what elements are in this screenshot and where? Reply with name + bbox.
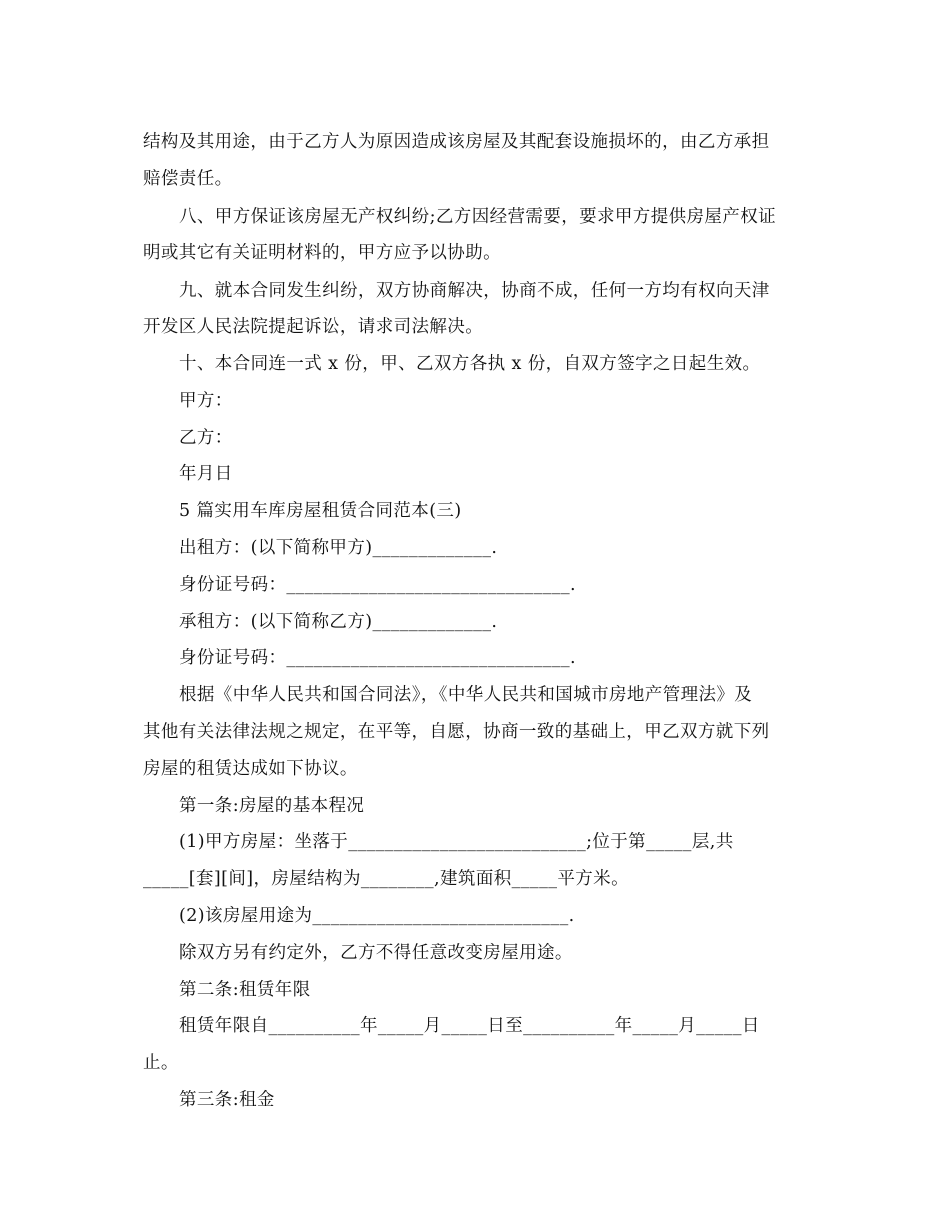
party-b-label: 乙方： xyxy=(179,428,233,448)
preamble-line: 根据《中华人民共和国合同法》，《中华人民共和国城市房地产管理法》及 xyxy=(179,685,753,705)
article-three-heading: 第三条:租金 xyxy=(179,1090,275,1110)
preamble-line: 其他有关法律法规之规定，在平等，自愿，协商一致的基础上，甲乙双方就下列 xyxy=(143,722,770,742)
article-one-item-1: (1)甲方房屋：坐落于__________________________;位于第_____层,共 xyxy=(179,832,734,852)
paragraph-line: 开发区人民法院提起诉讼，请求司法解决。 xyxy=(143,317,484,337)
lessee-field: 承租方：(以下简称乙方)_____________. xyxy=(179,612,498,632)
preamble-line: 房屋的租赁达成如下协议。 xyxy=(143,759,358,779)
clause-eight-line: 八、甲方保证该房屋无产权纠纷;乙方因经营需要，要求甲方提供房屋产权证 xyxy=(179,207,776,227)
article-two-heading: 第二条:租赁年限 xyxy=(179,980,311,1000)
clause-nine-line: 九、就本合同发生纠纷，双方协商解决，协商不成，任何一方均有权向天津 xyxy=(179,281,770,301)
lease-term-line-cont: 止。 xyxy=(143,1053,179,1073)
section-title: 5 篇实用车库房屋租赁合同范本(三) xyxy=(179,501,462,521)
clause-ten-line: 十、本合同连一式 x 份，甲、乙双方各执 x 份，自双方签字之日起生效。 xyxy=(179,354,761,374)
paragraph-line: 结构及其用途，由于乙方人为原因造成该房屋及其配套设施损坏的，由乙方承担 xyxy=(143,132,770,152)
article-one-heading: 第一条:房屋的基本程况 xyxy=(179,796,365,816)
lessor-id-field: 身份证号码：_______________________________. xyxy=(179,575,577,595)
paragraph-line: 明或其它有关证明材料的，甲方应予以协助。 xyxy=(143,243,501,263)
paragraph-line: 除双方另有约定外，乙方不得任意改变房屋用途。 xyxy=(179,943,573,963)
lessee-id-field: 身份证号码：_______________________________. xyxy=(179,648,577,668)
paragraph-line: 赔偿责任。 xyxy=(143,169,233,189)
article-one-item-1-cont: _____[套][间]，房屋结构为________,建筑面积_____平方米。 xyxy=(143,869,629,889)
date-label: 年月日 xyxy=(179,464,233,484)
lessor-field: 出租方：(以下简称甲方)_____________. xyxy=(179,538,498,558)
party-a-label: 甲方： xyxy=(179,391,233,411)
lease-term-line: 租赁年限自__________年_____月_____日至__________年_____月_____日 xyxy=(179,1016,760,1036)
article-one-item-2: (2)该房屋用途为____________________________. xyxy=(179,906,575,926)
